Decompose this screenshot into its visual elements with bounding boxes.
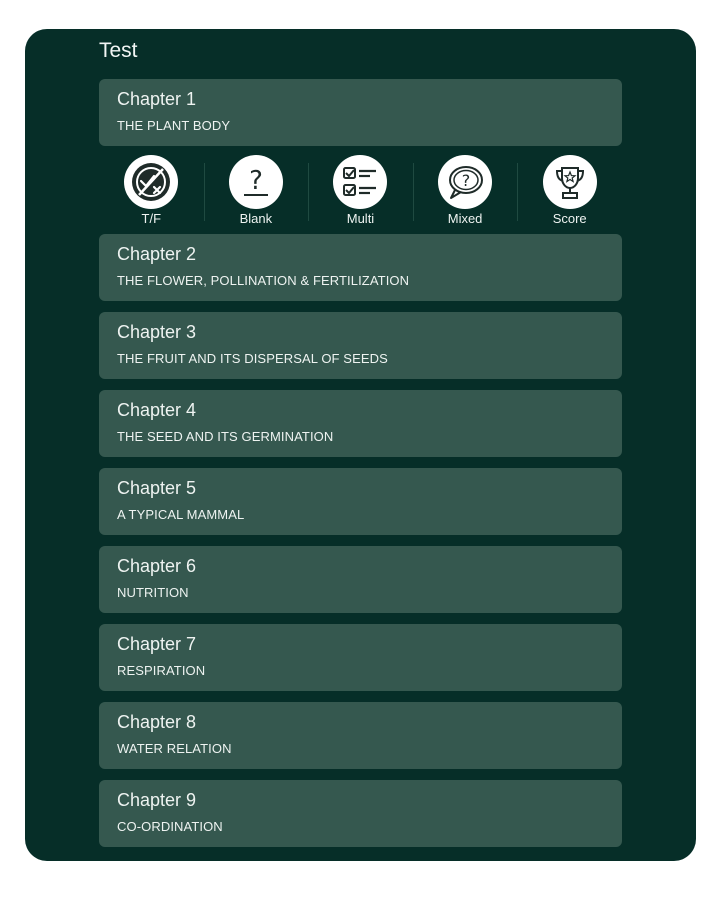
chapter-subtitle: RESPIRATION	[117, 663, 206, 678]
chapter-title: Chapter 2	[117, 244, 197, 264]
test-panel	[25, 29, 696, 861]
chapter-card-2[interactable]	[99, 234, 622, 301]
mode-score-button[interactable]	[517, 155, 622, 227]
chapter-card-1[interactable]	[99, 79, 622, 146]
mode-label: Mixed	[447, 211, 483, 226]
chapter-title: Chapter 4	[117, 400, 197, 420]
mode-true-false-button[interactable]	[99, 155, 204, 227]
trophy-icon	[543, 155, 597, 209]
svg-text:?: ?	[248, 166, 263, 196]
page-title: Test	[99, 39, 138, 62]
chapter-subtitle: WATER RELATION	[117, 741, 232, 756]
svg-text:?: ?	[461, 171, 471, 190]
checklist-icon	[333, 155, 387, 209]
mode-mixed-button[interactable]	[413, 155, 518, 227]
chapter-title: Chapter 3	[117, 322, 197, 342]
mode-label: Score	[552, 211, 587, 226]
chapter-card-5[interactable]	[99, 468, 622, 535]
quiz-mode-bar	[99, 155, 622, 227]
chapter-subtitle: THE FRUIT AND ITS DISPERSAL OF SEEDS	[117, 351, 388, 366]
chapter-card-3[interactable]	[99, 312, 622, 379]
chapter-title: Chapter 8	[117, 712, 197, 732]
chapter-title: Chapter 6	[117, 556, 197, 576]
chapter-title: Chapter 5	[117, 478, 197, 498]
chapter-title: Chapter 7	[117, 634, 197, 654]
mode-multi-button[interactable]	[308, 155, 413, 227]
chapter-card-4[interactable]	[99, 390, 622, 457]
chapter-subtitle: NUTRITION	[117, 585, 189, 600]
mode-blank-button[interactable]	[204, 155, 309, 227]
chapter-subtitle: THE PLANT BODY	[117, 118, 231, 133]
true-false-icon	[124, 155, 178, 209]
chapter-subtitle: THE FLOWER, POLLINATION & FERTILIZATION	[117, 273, 410, 288]
chapter-title: Chapter 9	[117, 790, 197, 810]
mode-label: Multi	[346, 211, 375, 226]
chapter-card-6[interactable]	[99, 546, 622, 613]
question-bubble-icon	[438, 155, 492, 209]
mode-label: Blank	[239, 211, 273, 226]
chapter-subtitle: A TYPICAL MAMMAL	[117, 507, 245, 522]
chapter-card-9[interactable]	[99, 780, 622, 847]
chapter-title: Chapter 1	[117, 89, 197, 109]
chapter-card-7[interactable]	[99, 624, 622, 691]
question-blank-icon	[229, 155, 283, 209]
mode-label: T/F	[141, 211, 162, 226]
chapter-card-8[interactable]	[99, 702, 622, 769]
chapter-subtitle: CO-ORDINATION	[117, 819, 223, 834]
chapter-subtitle: THE SEED AND ITS GERMINATION	[117, 429, 334, 444]
